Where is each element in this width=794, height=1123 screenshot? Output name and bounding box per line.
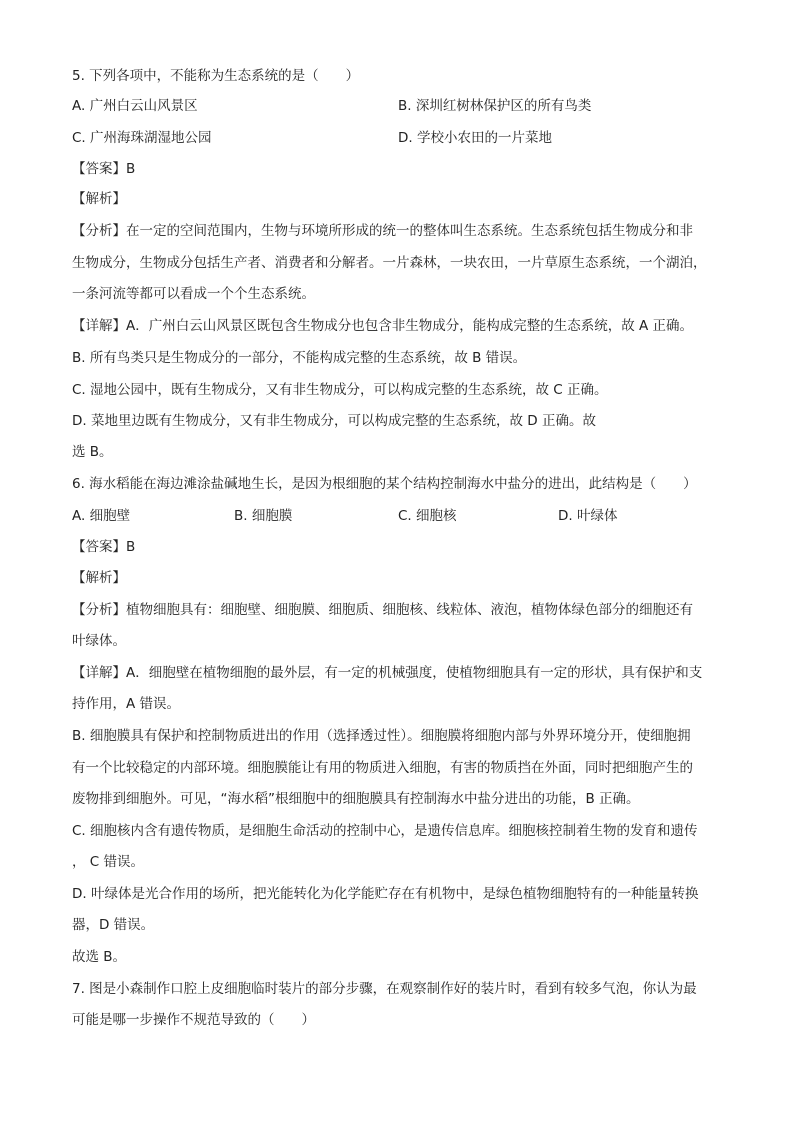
- q5-question: 5. 下列各项中，不能称为生态系统的是（ ）: [72, 68, 360, 84]
- q5-option-c: C. 广州海珠湖湿地公园: [72, 130, 212, 146]
- q6-fenxi-line: 【分析】植物细胞具有：细胞壁、细胞膜、细胞质、细胞核、线粒体、液泡，植物体绿色部分的细胞还有: [72, 602, 693, 618]
- q5-option-a: A. 广州白云山风景区: [72, 98, 198, 114]
- q5-option-b: B. 深圳红树林保护区的所有鸟类: [398, 98, 592, 114]
- q6-option-c: C. 细胞核: [398, 508, 457, 524]
- q6-detail-line: 【详解】A．细胞壁在植物细胞的最外层，有一定的机械强度，使植物细胞具有一定的形状，具有保护和支: [72, 665, 703, 681]
- q5-detail-line: B. 所有鸟类只是生物成分的一部分，不能构成完整的生态系统，故 B 错误。: [72, 350, 527, 366]
- q6-fenxi-line: 叶绿体。: [72, 633, 126, 649]
- q6-detail-line: 器，D 错误。: [72, 917, 155, 933]
- q6-analysis-label: 【解析】: [72, 570, 126, 586]
- q6-question: 6. 海水稻能在海边滩涂盐碱地生长，是因为根细胞的某个结构控制海水中盐分的进出，此结构是（ ）: [72, 476, 697, 492]
- q7-question-line: 可能是哪一步操作不规范导致的（ ）: [72, 1012, 315, 1028]
- q6-detail-line: B. 细胞膜具有保护和控制物质进出的作用（选择透过性）。细胞膜将细胞内部与外界环境分开，使细胞拥: [72, 728, 691, 744]
- q5-fenxi-line: 一条河流等都可以看成一个个生态系统。: [72, 286, 315, 302]
- q5-detail-line: 【详解】A．广州白云山风景区既包含生物成分也包含非生物成分，能构成完整的生态系统，故 A 正确。: [72, 318, 694, 334]
- q5-option-d: D. 学校小农田的一片菜地: [398, 130, 552, 146]
- q6-detail-line: D. 叶绿体是光合作用的场所，把光能转化为化学能贮存在有机物中，是绿色植物细胞特有的一种能量转换: [72, 886, 699, 902]
- q5-fenxi-line: 【分析】在一定的空间范围内，生物与环境所形成的统一的整体叫生态系统。生态系统包括生物成分和非: [72, 223, 693, 239]
- q6-detail-line: 持作用，A 错误。: [72, 696, 181, 712]
- q6-detail-line: 废物排到细胞外。可见，“海水稻”根细胞中的细胞膜具有控制海水中盐分进出的功能，B 正确。: [72, 791, 640, 807]
- q6-detail-line: C. 细胞核内含有遗传物质，是细胞生命活动的控制中心，是遗传信息库。细胞核控制着生物的发育和遗传: [72, 823, 698, 839]
- q6-option-b: B. 细胞膜: [234, 508, 293, 524]
- q5-detail-line: D. 菜地里边既有生物成分，又有非生物成分，可以构成完整的生态系统，故 D 正确。故: [72, 413, 596, 429]
- q5-detail-line: C. 湿地公园中，既有生物成分，又有非生物成分，可以构成完整的生态系统，故 C 正确。: [72, 382, 608, 398]
- q5-analysis-label: 【解析】: [72, 191, 126, 207]
- q6-detail-line: 有一个比较稳定的内部环境。细胞膜能让有用的物质进入细胞，有害的物质挡在外面，同时把细胞产生的: [72, 760, 693, 776]
- q5-fenxi-line: 生物成分，生物成分包括生产者、消费者和分解者。一片森林，一块农田，一片草原生态系统，一个湖泊，: [72, 255, 707, 271]
- q6-detail-line: ， C 错误。: [72, 854, 145, 870]
- q6-option-d: D. 叶绿体: [558, 508, 618, 524]
- q5-answer: 【答案】B: [72, 161, 136, 177]
- q6-answer: 【答案】B: [72, 539, 136, 555]
- q7-question-line: 7. 图是小森制作口腔上皮细胞临时装片的部分步骤，在观察制作好的装片时，看到有较多气泡，你认为最: [72, 981, 697, 997]
- q6-conclusion: 故选 B。: [72, 949, 127, 965]
- q6-option-a: A. 细胞壁: [72, 508, 131, 524]
- q5-detail-line: 选 B。: [72, 444, 113, 460]
